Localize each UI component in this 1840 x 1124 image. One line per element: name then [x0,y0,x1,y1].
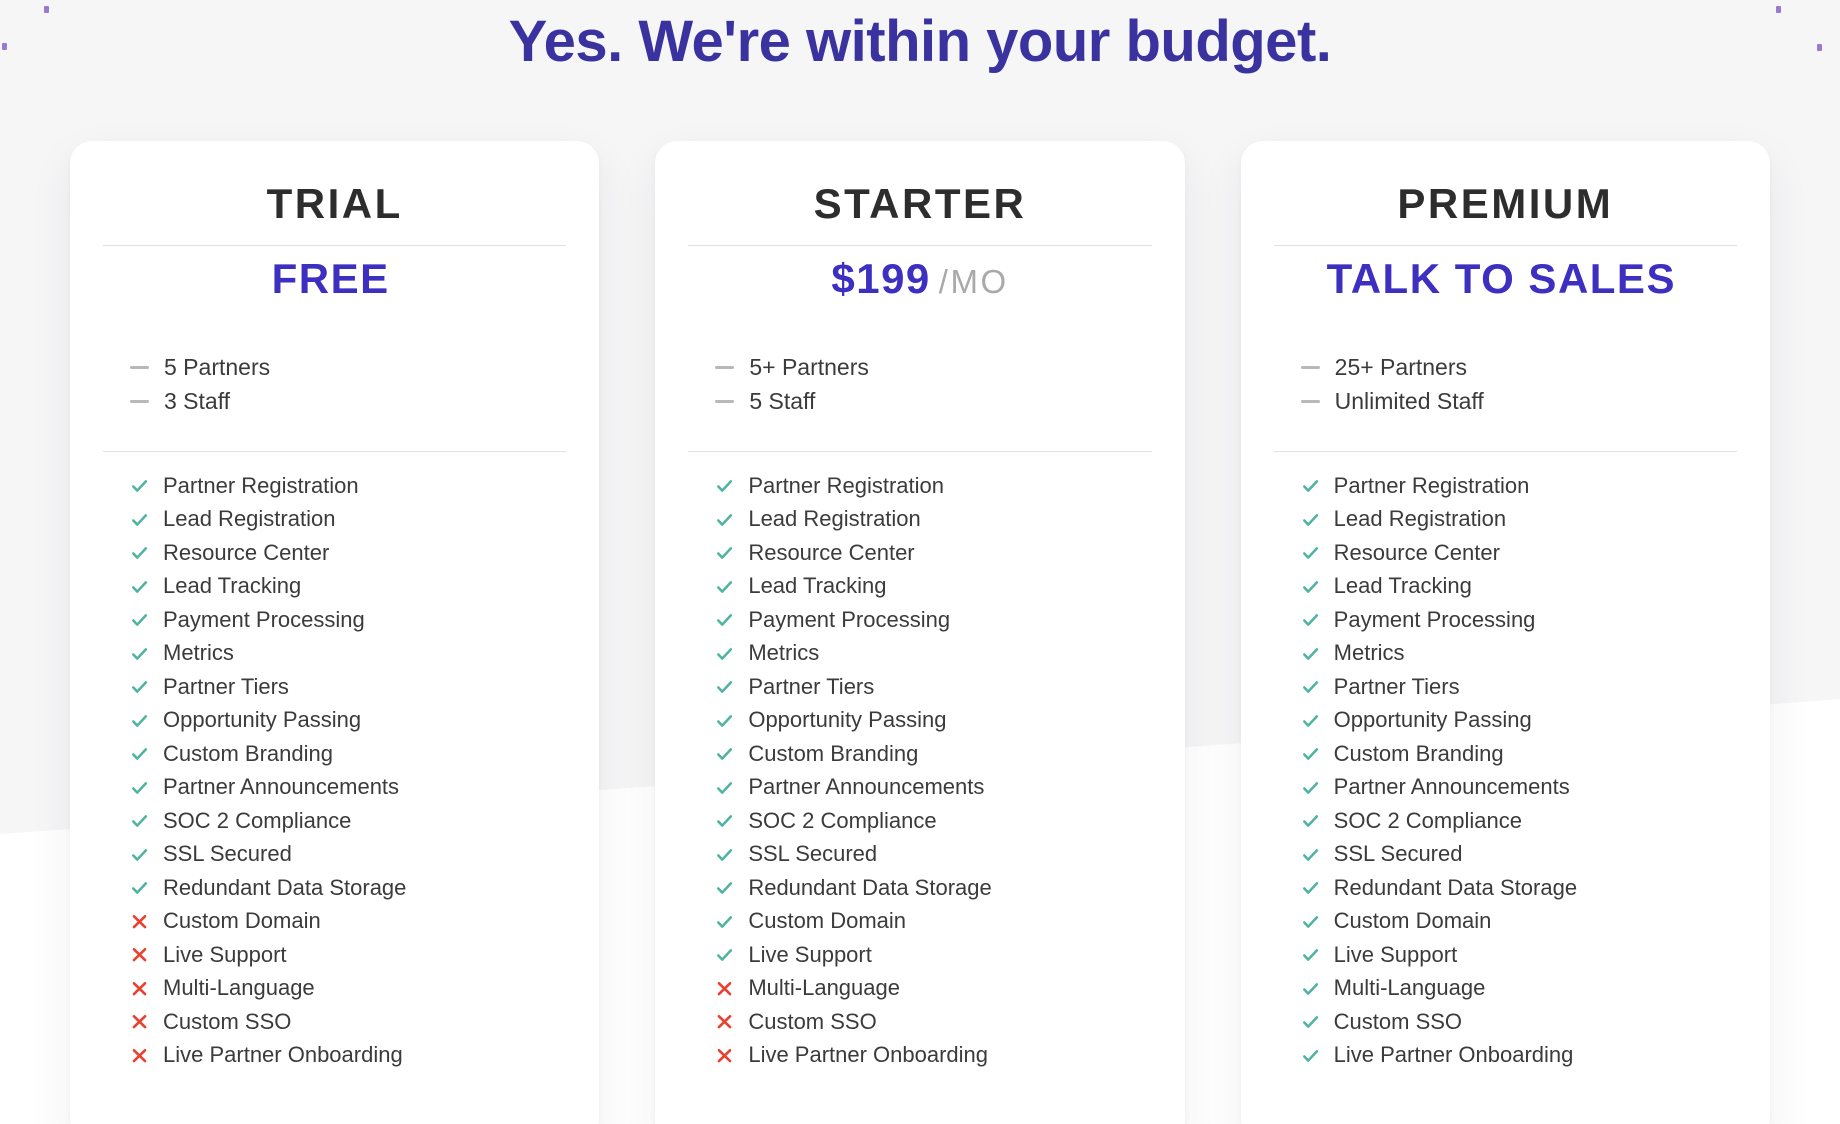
check-icon [715,711,734,730]
plan-name: TRIAL [266,180,403,227]
feature-label: Lead Tracking [163,573,302,599]
check-icon [130,577,149,596]
price-value: FREE [271,255,390,302]
pricing-card [70,141,599,1124]
pricing-card [655,141,1184,1124]
plan-limits [1274,350,1737,418]
check-icon [715,543,734,562]
feature-label: Redundant Data Storage [1333,874,1578,900]
check-icon [1301,744,1320,763]
check-icon [1301,912,1320,931]
x-icon [130,1046,149,1065]
feature-label: Payment Processing [1333,606,1536,632]
check-icon [130,778,149,797]
feature-label: Partner Announcements [748,774,985,800]
check-icon [1301,979,1320,998]
limit-item [715,384,1151,418]
feature-item [715,737,1151,771]
check-icon [715,476,734,495]
check-icon [715,677,734,696]
feature-label: Partner Registration [163,472,359,498]
feature-label: Metrics [1333,640,1405,666]
feature-item [715,771,1151,805]
page-title: Yes. We're within your budget. [508,9,1332,74]
plan-limits [103,350,566,418]
feature-label: Opportunity Passing [748,707,947,733]
check-icon [130,644,149,663]
feature-item [130,1039,566,1073]
check-icon [1301,510,1320,529]
feature-list [688,469,1151,1072]
check-icon [1301,811,1320,830]
feature-label: Lead Registration [1333,506,1507,532]
divider [103,451,566,452]
feature-item [130,804,566,838]
feature-label: Custom Branding [748,740,919,766]
feature-label: Opportunity Passing [1333,707,1532,733]
check-icon [1301,878,1320,897]
feature-label: SOC 2 Compliance [748,807,937,833]
feature-item [1301,670,1737,704]
check-icon [1301,778,1320,797]
feature-label: SSL Secured [163,841,292,867]
feature-item [130,938,566,972]
feature-label: Multi-Language [748,975,900,1001]
feature-item [715,838,1151,872]
feature-label: Payment Processing [748,606,951,632]
limit-item [715,350,1151,384]
check-icon [1301,543,1320,562]
feature-label: Custom Branding [1333,740,1504,766]
check-icon [130,878,149,897]
feature-label: SOC 2 Compliance [163,807,352,833]
limit-label: 5 Partners [164,353,271,380]
feature-item [1301,905,1737,939]
feature-label: Resource Center [748,539,915,565]
check-icon [715,912,734,931]
feature-label: Lead Registration [163,506,336,532]
divider [1274,451,1737,452]
feature-label: Partner Tiers [1333,673,1460,699]
feature-item [715,469,1151,503]
feature-item [130,771,566,805]
feature-item [715,670,1151,704]
feature-item [130,871,566,905]
check-icon [1301,845,1320,864]
feature-item [130,637,566,671]
check-icon [1301,945,1320,964]
check-icon [715,510,734,529]
feature-label: Opportunity Passing [163,707,362,733]
feature-item [1301,771,1737,805]
sparkle-decoration [1817,44,1822,51]
feature-item [1301,603,1737,637]
feature-label: Custom SSO [1333,1008,1463,1034]
dash-icon [1301,400,1320,403]
feature-item [1301,871,1737,905]
plan-price [1274,257,1737,311]
feature-label: Live Partner Onboarding [748,1042,989,1068]
feature-item [715,871,1151,905]
check-icon [715,778,734,797]
feature-label: Live Support [748,941,872,967]
price-value: TALK TO SALES [1326,255,1676,302]
feature-label: Custom Domain [748,908,907,934]
feature-item [1301,1005,1737,1039]
x-icon [130,979,149,998]
feature-label: Lead Tracking [748,573,887,599]
feature-item [715,972,1151,1006]
feature-label: Custom SSO [748,1008,877,1034]
plan-limits [688,350,1151,418]
feature-item [130,972,566,1006]
feature-item [715,938,1151,972]
feature-item [130,905,566,939]
feature-item [715,704,1151,738]
price-suffix: /MO [938,263,1009,300]
feature-label: Partner Registration [748,472,944,498]
limit-label: Unlimited Staff [1334,387,1484,414]
feature-list [1274,469,1737,1072]
feature-label: Partner Tiers [163,673,289,699]
check-icon [130,610,149,629]
check-icon [1301,476,1320,495]
limit-item [130,384,566,418]
feature-item [130,1005,566,1039]
feature-label: Lead Tracking [1333,573,1472,599]
check-icon [1301,677,1320,696]
check-icon [130,811,149,830]
plan-price [103,257,566,311]
x-icon [715,979,734,998]
feature-label: Live Support [163,941,287,967]
feature-item [130,670,566,704]
dash-icon [715,400,734,403]
feature-label: Resource Center [1333,539,1500,565]
feature-item [715,637,1151,671]
feature-item [130,603,566,637]
check-icon [1301,1012,1320,1031]
feature-label: SSL Secured [748,841,878,867]
x-icon [130,912,149,931]
feature-label: Redundant Data Storage [748,874,992,900]
dash-icon [1301,366,1320,369]
dash-icon [715,366,734,369]
price-value: $199 [831,255,931,302]
feature-item [1301,737,1737,771]
feature-item [130,704,566,738]
feature-item [1301,503,1737,537]
feature-item [130,469,566,503]
feature-label: Custom Domain [163,908,321,934]
feature-item [130,737,566,771]
pricing-cards [0,141,1840,1124]
check-icon [715,811,734,830]
check-icon [1301,577,1320,596]
check-icon [130,543,149,562]
dash-icon [130,400,149,403]
check-icon [130,711,149,730]
feature-item [1301,1039,1737,1073]
feature-label: Metrics [748,640,820,666]
feature-label: Redundant Data Storage [163,874,407,900]
limit-label: 25+ Partners [1334,353,1467,380]
divider [1274,245,1737,246]
plan-name: PREMIUM [1397,180,1614,227]
sparkle-decoration [2,43,7,50]
feature-item [1301,804,1737,838]
check-icon [715,577,734,596]
divider [688,245,1151,246]
feature-label: Payment Processing [163,606,365,632]
check-icon [715,878,734,897]
check-icon [1301,1046,1320,1065]
feature-label: Partner Announcements [163,774,400,800]
plan-name: STARTER [813,180,1027,227]
check-icon [130,845,149,864]
feature-label: SSL Secured [1333,841,1463,867]
feature-label: Custom SSO [163,1008,292,1034]
feature-label: Live Support [1333,941,1458,967]
feature-item [1301,469,1737,503]
sparkle-decoration [1776,6,1781,13]
plan-price [688,257,1151,311]
limit-item [1301,384,1737,418]
check-icon [715,945,734,964]
feature-item [130,503,566,537]
x-icon [130,1012,149,1031]
check-icon [715,845,734,864]
feature-item [130,838,566,872]
check-icon [715,644,734,663]
check-icon [130,677,149,696]
feature-item [1301,637,1737,671]
sparkle-decoration [44,6,49,13]
feature-item [1301,570,1737,604]
limit-item [130,350,566,384]
divider [688,451,1151,452]
limit-label: 3 Staff [164,387,231,414]
feature-item [1301,972,1737,1006]
check-icon [1301,711,1320,730]
check-icon [715,610,734,629]
check-icon [130,476,149,495]
feature-label: Partner Announcements [1333,774,1570,800]
x-icon [715,1012,734,1031]
x-icon [715,1046,734,1065]
feature-item [1301,938,1737,972]
feature-item [715,503,1151,537]
pricing-card [1241,141,1770,1124]
feature-label: Custom Domain [1333,908,1492,934]
feature-label: Partner Tiers [748,673,875,699]
feature-label: Multi-Language [163,975,315,1001]
feature-label: Live Partner Onboarding [1333,1042,1574,1068]
feature-item [715,1005,1151,1039]
feature-item [715,905,1151,939]
check-icon [130,510,149,529]
dash-icon [130,366,149,369]
x-icon [130,945,149,964]
check-icon [1301,644,1320,663]
feature-label: Live Partner Onboarding [163,1042,403,1068]
feature-label: Custom Branding [163,740,333,766]
feature-item [1301,704,1737,738]
check-icon [715,744,734,763]
feature-item [130,570,566,604]
check-icon [130,744,149,763]
feature-item [715,804,1151,838]
feature-label: SOC 2 Compliance [1333,807,1522,833]
limit-item [1301,350,1737,384]
feature-label: Resource Center [163,539,330,565]
feature-item [1301,536,1737,570]
limit-label: 5 Staff [749,387,816,414]
limit-label: 5+ Partners [749,353,869,380]
feature-label: Metrics [163,640,234,666]
feature-item [715,1039,1151,1073]
feature-item [715,603,1151,637]
feature-item [130,536,566,570]
feature-item [715,570,1151,604]
feature-item [1301,838,1737,872]
divider [103,245,566,246]
feature-item [715,536,1151,570]
feature-label: Partner Registration [1333,472,1530,498]
feature-label: Lead Registration [748,506,921,532]
check-icon [1301,610,1320,629]
feature-list [103,469,566,1072]
feature-label: Multi-Language [1333,975,1486,1001]
